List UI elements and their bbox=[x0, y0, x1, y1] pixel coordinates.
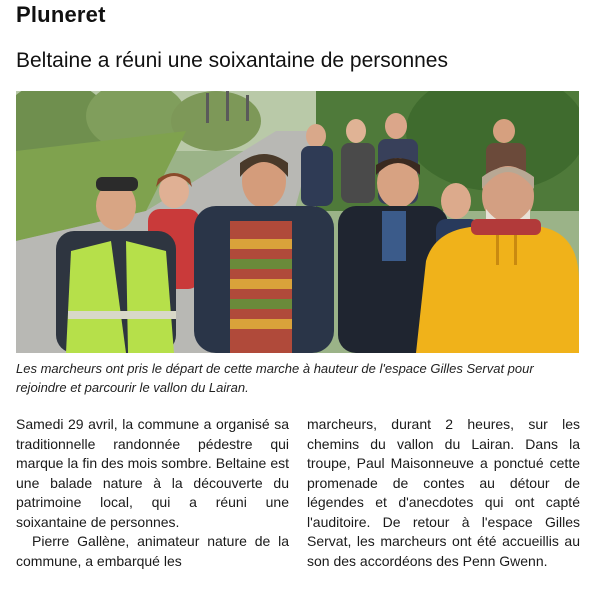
article-paragraph-1: Samedi 29 avril, la commune a organisé sa traditionnelle randonnée pédestre qui marque la fin des mois sombre. Beltaine est une balade nature à la découverte du patrimoine local, qui a réuni une soixantaine de personnes. bbox=[16, 416, 289, 530]
article-photo bbox=[16, 91, 579, 353]
article-column-right bbox=[307, 415, 580, 571]
section-title: Pluneret bbox=[16, 2, 106, 27]
article-paragraph-2: Pierre Gallène, animateur nature de la commune, a embarqué les bbox=[16, 533, 289, 569]
article-column-left bbox=[16, 415, 289, 571]
article-paragraph-2-continued: marcheurs, durant 2 heures, sur les chemins du vallon du Lairan. Dans la troupe, Paul Maisonneuve a ponctué cette promenade de contes au détour de légendes et d'anecdotes qui ont capté l'auditoire. De retour à l'espace Gilles Servat, les marcheurs ont été accueillis au son des accordéons des Penn Gwenn. bbox=[307, 416, 580, 569]
walkers-photo-illustration bbox=[16, 91, 579, 353]
article-headline: Beltaine a réuni une soixantaine de personnes bbox=[16, 49, 448, 72]
photo-caption: Les marcheurs ont pris le départ de cette marche à hauteur de l'espace Gilles Servat pour rejoindre et parcourir le vallon du Lairan. bbox=[16, 361, 534, 395]
